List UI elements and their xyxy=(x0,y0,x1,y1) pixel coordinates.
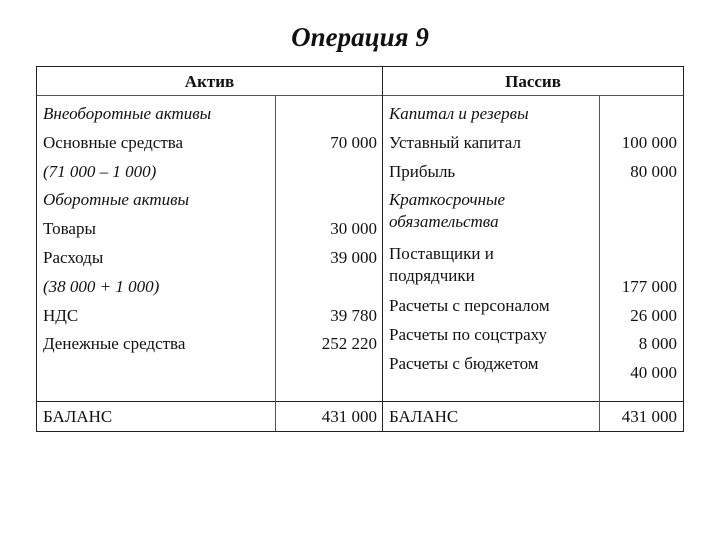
liability-balance-value: 431 000 xyxy=(621,407,677,426)
asset-row-value: 70 000 xyxy=(330,133,377,152)
asset-section-noncurrent: Внеоборотные активы xyxy=(43,104,212,123)
asset-row-label: Расходы xyxy=(43,248,104,267)
liability-row-value: 80 000 xyxy=(630,162,677,181)
asset-row-value: 39 780 xyxy=(330,306,377,325)
asset-row-note: (71 000 – 1 000) xyxy=(43,162,157,181)
asset-balance-value: 431 000 xyxy=(321,407,377,426)
asset-row-label: Основные средства xyxy=(43,133,184,152)
asset-row-label: НДС xyxy=(43,306,79,325)
center-divider xyxy=(382,67,383,431)
liability-row-value: 40 000 xyxy=(630,363,677,382)
liability-row-label: Расчеты по соцстраху xyxy=(389,325,547,344)
balance-divider xyxy=(37,401,683,402)
liability-balance-label: БАЛАНС xyxy=(389,407,459,426)
page-title: Операция 9 xyxy=(291,22,429,52)
asset-balance-label: БАЛАНС xyxy=(43,407,113,426)
asset-section-current: Оборотные активы xyxy=(43,190,190,209)
balance-table xyxy=(36,66,684,432)
liability-row-value: 100 000 xyxy=(621,133,677,152)
asset-row-value: 252 220 xyxy=(321,334,377,353)
liability-row-value: 26 000 xyxy=(630,306,677,325)
liability-row-label: Поставщики и подрядчики xyxy=(389,244,494,285)
asset-row-note: (38 000 + 1 000) xyxy=(43,277,160,296)
liability-value-divider xyxy=(599,95,600,431)
liability-row-label: Уставный капитал xyxy=(389,133,521,152)
liability-row-value: 8 000 xyxy=(638,334,677,353)
header-divider xyxy=(37,95,683,96)
liability-header: Пассив xyxy=(505,72,561,91)
asset-value-divider xyxy=(275,95,276,431)
liability-row-label: Расчеты с бюджетом xyxy=(389,354,539,373)
asset-header: Актив xyxy=(184,72,235,91)
asset-row-label: Денежные средства xyxy=(43,334,186,353)
asset-row-value: 30 000 xyxy=(330,219,377,238)
liability-section-equity: Капитал и резервы xyxy=(389,104,529,123)
asset-row-label: Товары xyxy=(43,219,96,238)
liability-row-label: Прибыль xyxy=(389,162,456,181)
liability-row-value: 177 000 xyxy=(621,277,677,296)
asset-row-value: 39 000 xyxy=(330,248,377,267)
liability-row-label: Расчеты с персоналом xyxy=(389,296,550,315)
liability-section-shortterm: Краткосрочные обязательства xyxy=(389,190,506,231)
